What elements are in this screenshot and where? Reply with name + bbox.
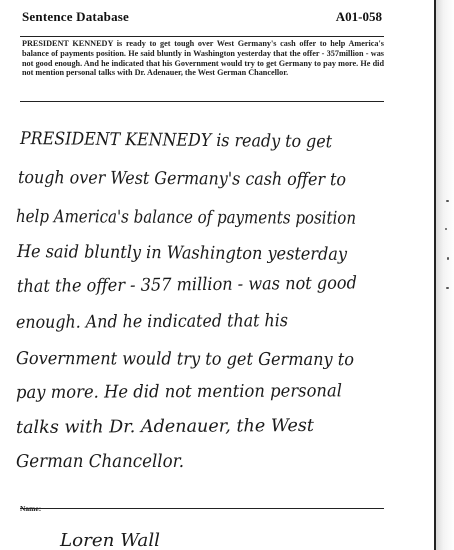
name-label: Name:: [20, 504, 42, 513]
prompt-text: PRESIDENT KENNEDY is ready to get tough over West Germany's cash offer to help America's balance of payments position. He said bluntly in Washington yesterday that the offer - 357million - was not good enough. And he indicated that his Government would try to get Germany to pay more. He did not mention personal talks with Dr. Adenauer, the West German Chancellor.: [22, 39, 384, 78]
signature: Loren Wall: [58, 530, 161, 550]
handwriting-line-9: talks with Dr. Adenauer, the West: [15, 415, 313, 438]
handwriting-line-6: enough. And he indicated that his: [15, 310, 317, 333]
handwriting-line-7: Government would try to get Germany to: [15, 349, 383, 371]
scan-speck: [446, 200, 449, 202]
handwriting-line-3: help America's balance of payments position: [15, 207, 413, 230]
scan-speck: [446, 287, 449, 289]
scan-speck: [445, 228, 447, 230]
handwriting-line-8: pay more. He did not mention personal: [15, 381, 365, 403]
page-edge-shadow: [436, 0, 454, 550]
handwriting-line-1: PRESIDENT KENNEDY is ready to get: [19, 129, 365, 153]
handwriting-line-10: German Chancellor.: [16, 452, 184, 472]
form-id: A01-058: [335, 9, 382, 24]
form-title: Sentence Database: [22, 9, 130, 24]
scan-speck: [447, 257, 449, 260]
handwriting-line-4: He said bluntly in Washington yesterday: [16, 242, 377, 266]
handwriting-line-5: that the offer - 357 million - was not good: [16, 273, 386, 297]
handwriting-line-2: tough over West Germany's cash offer to: [17, 168, 380, 191]
